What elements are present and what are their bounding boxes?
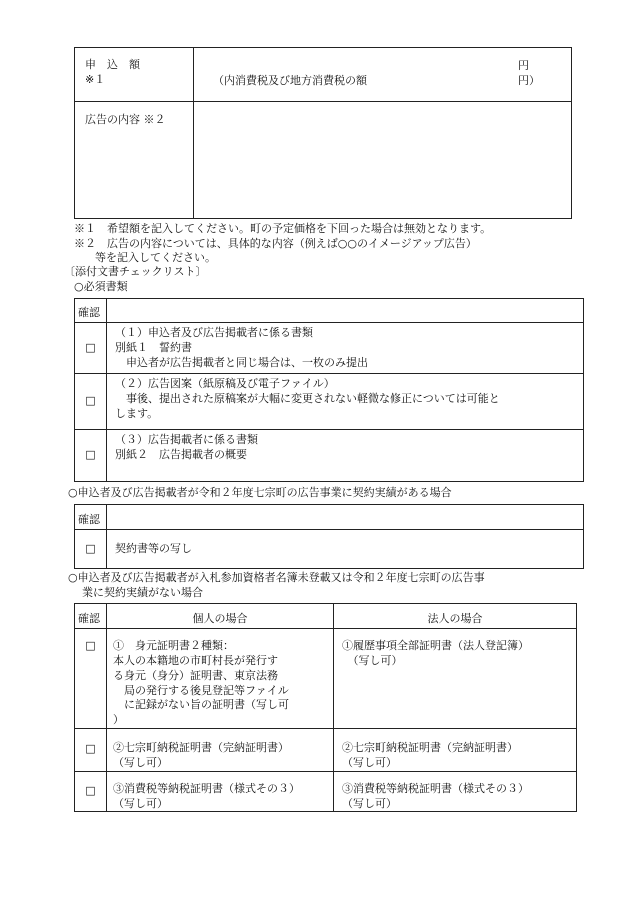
amount-value-cell[interactable] [194,48,572,102]
doc-item: （１）申込者及び広告掲載者に係る書類 別紙１ 誓約書 申込者が広告掲載者と同じ場合は、一枚のみ提出 [107,323,584,374]
checkbox[interactable]: □ [75,629,107,729]
amount-note-mark: ※１ [85,72,106,86]
individual-doc: ③消費税等納税証明書（様式その３） （写し可） [107,771,334,812]
tax-note: （内消費税及び地方消費税の額 [213,74,367,87]
note-1: ※１ 希望額を記入してください。町の予定価格を下回った場合は無効となります。 [74,222,492,235]
checkbox[interactable]: □ [75,430,107,482]
checkbox[interactable]: □ [75,323,107,374]
note-2-cont: 等を記入してください。 [95,251,216,264]
checklist-title: 〔添付文書チェックリスト〕 [64,265,207,278]
yen-close-label: 円） [518,74,540,87]
note-2: ※２ 広告の内容については、具体的な内容（例えば○○のイメージアップ広告） [74,237,477,250]
checkbox[interactable]: □ [75,729,107,772]
corporate-header: 法人の場合 [334,604,577,629]
corporate-doc: ③消費税等納税証明書（様式その３） （写し可） [334,771,577,812]
section1-title: ○必須書類 [74,280,128,293]
confirm-header: 確認 [75,299,107,323]
required-docs-table [74,298,584,482]
doc-item: （２）広告図案（紙原稿及び電子ファイル） 事後、提出された原稿案が大幅に変更されない軽微な修正については可能と します。 [107,374,584,430]
section3-title-cont: 業に契約実績がない場合 [82,586,203,599]
application-table [74,47,572,219]
section2-title: ○申込者及び広告掲載者が令和２年度七宗町の広告事業に契約実績がある場合 [68,486,452,499]
doc-item: 契約書等の写し [107,530,584,569]
corporate-doc: ①履歴事項全部証明書（法人登記簿） （写し可） [334,629,577,729]
amount-label: 申 込 額 [85,58,140,71]
confirm-header: 確認 [75,604,107,629]
content-label-cell [75,102,194,219]
individual-doc: ① 身元証明書２種類： 本人の本籍地の市町村長が発行す る身元（身分）証明書、東京法務 局の発行する後見登記等ファイル に記録がない旨の証明書（写し可 ） [107,629,334,729]
no-contract-docs-table [74,603,577,812]
corporate-doc: ②七宗町納税証明書（完納証明書） （写し可） [334,729,577,772]
content-label: 広告の内容 ※２ [85,113,166,126]
contract-docs-table [74,504,584,569]
doc-item: （３）広告掲載者に係る書類 別紙２ 広告掲載者の概要 [107,430,584,482]
yen-label: 円 [518,59,529,72]
confirm-header: 確認 [75,505,107,530]
individual-doc: ②七宗町納税証明書（完納証明書） （写し可） [107,729,334,772]
checkbox[interactable]: □ [75,771,107,812]
checkbox[interactable]: □ [75,530,107,569]
content-value-cell[interactable] [194,102,572,219]
section3-title: ○申込者及び広告掲載者が入札参加資格者名簿未登載又は令和２年度七宗町の広告事 [68,571,485,584]
individual-header: 個人の場合 [107,604,334,629]
amount-label-cell [75,48,194,102]
checkbox[interactable]: □ [75,374,107,430]
